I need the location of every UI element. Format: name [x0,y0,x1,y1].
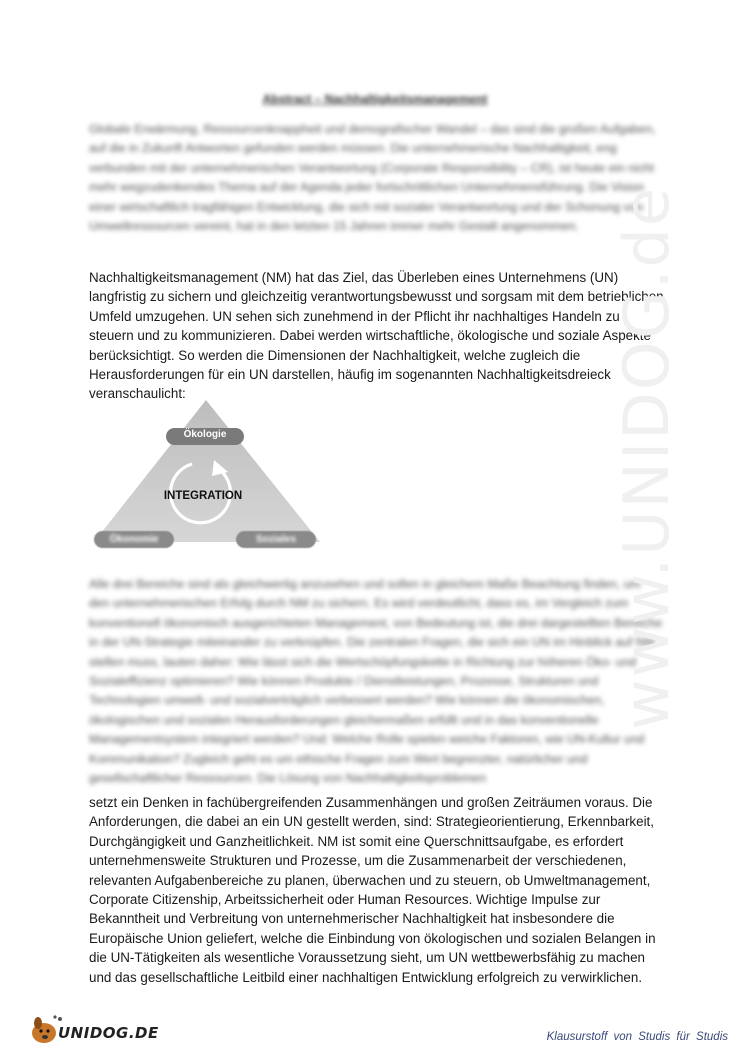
footer-tagline: Klausurstoff von Studis für Studis [546,1031,728,1043]
abstract-intro-paragraph: Globale Erwärmung, Ressourcenknappheit und demografischer Wandel – das sind die großen Aufgaben, auf die in Zukunft Antworten gefunden werden müssen. Die unternehmerische Nachhaltigkeit, eng verbunden mit der unternehmerischen Verantwortung (Corporate Responsibility – CR), ist heute ein nicht mehr wegzudenkendes Thema auf der Agenda jeder fortschrittlichen Unternehmensführung. Die Vision einer wirtschaftlich tragfähigen Entwicklung, die sich mit sozialer Verantwortung und der Schonung von Umweltressourcen vereint, hat in den letzten 15 Jahren immer mehr Gestalt angenommen. [89,122,656,234]
sustainability-triangle-diagram [88,392,328,557]
triangle-graphic [88,392,328,557]
ecology-label: Ökologie [183,429,227,440]
conclusion-paragraph: setzt ein Denken in fachübergreifenden Zusammenhängen und großen Zeiträumen voraus. Die Anforderungen, die dabei an ein UN gestellt werden, sind: Strategieorientierung, Erkennbarkeit, Durchgängigkeit und Ganzheitlichkeit. NM ist somit eine Querschnittsaufgabe, es erfordert unternehmensweite Strukturen und Prozesse, um die Zusammenarbeit der verschiedenen, relevanten Aufgabenbereiche zu planen, überwachen und zu steuern, ob Umweltmanagement, Corporate Citizenship, Arbeitssicherheit oder Human Resources. Wichtige Impulse zur Bekanntheit und Verbreitung von unternehmerischer Nachhaltigkeit hat insbesondere die Europäische Union geliefert, welche die Einbindung von ökologischen und sozialen Belangen in die UN-Tätigkeiten als wesentliche Voraussetzung sieht, um UN wettbewerbsfähig zu machen und das gesellschaftliche Leitbild einer nachhaltigen Entwicklung erfolgreich zu verwirklichen. [89,795,656,985]
footer-logo-text: UNIDOG.DE [58,1024,159,1042]
integration-label: INTEGRATION [163,490,243,502]
economy-label: Ökonomie [109,534,159,545]
nm-intro-paragraph: Nachhaltigkeitsmanagement (NM) hat das Ziel, das Überleben eines Unternehmens (UN) langfristig zu sichern und gleichzeitig verantwortungsbewusst und sorgsam mit dem betrieblichen Umfeld umzugehen. UN sehen sich zunehmend in der Pflicht ihr nachhaltiges Handeln zu steuern und zu kommunizieren. Dabei werden wirtschaftliche, ökologische und soziale Aspekte berücksichtigt. So werden die Dimensionen der Nachhaltigkeit, welche zugleich die Herausforderungen für ein UN darstellen, häufig im sogenannten Nachhaltigkeitsdreieck veranschaulicht: [89,270,664,402]
watermark-text: www.UNIDOG.de [610,186,683,730]
blurred-body-paragraph: Alle drei Bereiche sind als gleichwertig anzusehen und sollen in gleichem Maße Beachtung finden, um den unternehmerischen Erfolg durch NM zu sichern. Es wird verdeutlicht, dass es, im Vergleich zum konventionell ökonomisch ausgerichteten Management, von Bedeutung ist, die drei dargestellten Bereiche in der UN-Strategie miteinander zu verknüpfen. Die zentralen Fragen, die sich ein UN im Hinblick auf NM stellen muss, lauten daher: Wie lässt sich die Wertschöpfungskette in Richtung zur höheren Öko- und Sozialeffizienz optimieren? Wie können Produkte / Dienstleistungen, Prozesse, Strukturen und Technologien umwelt- und sozialverträglich verbessert werden? Wie können die ökonomischen, ökologischen und sozialen Herausforderungen gleichermaßen erfüllt und in das konventionelle Managementsystem integriert werden? Und: Welche Rolle spielen weiche Faktoren, wie UN-Kultur und Kommunikation? Zugleich geht es um ethische Fragen zum Wert begrenzter, natürlicher und gesellschaftlicher Ressourcen. Die Lösung von Nachhaltigkeitsproblemen [89,577,663,786]
document-title: Abstract – Nachhaltigkeitsmanagement [262,92,488,106]
social-label: Soziales [255,534,297,545]
